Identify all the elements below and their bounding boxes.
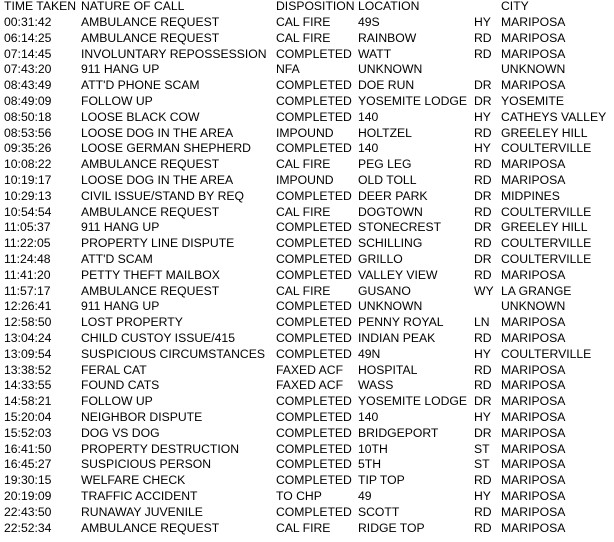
cell-disposition: CAL FIRE bbox=[276, 204, 331, 219]
cell-city: COULTERVILLE bbox=[501, 204, 592, 219]
cell-time-taken: 15:20:04 bbox=[4, 410, 52, 424]
cell-nature-of-call: FOLLOW UP bbox=[81, 94, 153, 108]
cell-location: UNKNOWN bbox=[358, 299, 423, 314]
cell-time-taken: 08:53:56 bbox=[4, 125, 52, 140]
header-nature-of-call: NATURE OF CALL bbox=[81, 0, 185, 13]
cell-location: RIDGE TOP bbox=[358, 520, 425, 535]
cell-disposition: COMPLETED bbox=[276, 188, 352, 203]
cell-location: RAINBOW bbox=[358, 30, 417, 45]
call-row bbox=[0, 378, 614, 394]
call-row bbox=[0, 31, 614, 47]
cell-location: TIP TOP bbox=[358, 473, 405, 488]
cell-street-suffix: DR bbox=[474, 220, 492, 235]
cell-location: 5TH bbox=[358, 457, 382, 472]
cell-city: MARIPOSA bbox=[501, 173, 566, 187]
cell-nature-of-call: PETTY THEFT MAILBOX bbox=[81, 267, 220, 282]
cell-nature-of-call: AMBULANCE REQUEST bbox=[81, 15, 220, 29]
header-location: LOCATION bbox=[358, 0, 420, 13]
cell-location: PENNY ROYAL bbox=[358, 315, 444, 330]
call-row bbox=[0, 331, 614, 347]
cell-city: UNKNOWN bbox=[501, 299, 566, 314]
cell-street-suffix: HY bbox=[474, 410, 491, 424]
cell-city: MARIPOSA bbox=[501, 46, 566, 61]
call-row bbox=[0, 426, 614, 442]
cell-location: STONECREST bbox=[358, 220, 442, 235]
cell-disposition: COMPLETED bbox=[276, 473, 352, 488]
call-row bbox=[0, 410, 614, 426]
cell-disposition: COMPLETED bbox=[276, 457, 352, 472]
cell-nature-of-call: TRAFFIC ACCIDENT bbox=[81, 489, 198, 503]
cell-city: MARIPOSA bbox=[501, 425, 566, 440]
call-row bbox=[0, 157, 614, 173]
cell-street-suffix: ST bbox=[474, 441, 490, 456]
cell-street-suffix: RD bbox=[474, 504, 492, 519]
cell-location: PEG LEG bbox=[358, 157, 412, 172]
header-time-taken: TIME TAKEN bbox=[4, 0, 77, 13]
call-row bbox=[0, 284, 614, 300]
cell-disposition: COMPLETED bbox=[276, 346, 352, 361]
cell-location: 140 bbox=[358, 410, 379, 424]
cell-disposition: COMPLETED bbox=[276, 220, 352, 235]
cell-time-taken: 11:24:48 bbox=[4, 252, 51, 266]
cell-city: UNKNOWN bbox=[501, 62, 566, 77]
cell-disposition: COMPLETED bbox=[276, 236, 352, 251]
cell-city: MARIPOSA bbox=[501, 457, 566, 472]
cell-nature-of-call: PROPERTY LINE DISPUTE bbox=[81, 236, 235, 251]
cell-location: DOE RUN bbox=[358, 78, 415, 93]
cell-city: MARIPOSA bbox=[501, 15, 566, 29]
cell-time-taken: 11:41:20 bbox=[4, 267, 51, 282]
cell-disposition: COMPLETED bbox=[276, 410, 352, 424]
cell-street-suffix: DR bbox=[474, 252, 492, 266]
cell-time-taken: 13:04:24 bbox=[4, 331, 52, 345]
cell-time-taken: 10:29:13 bbox=[4, 188, 52, 203]
cell-location: HOSPITAL bbox=[358, 362, 418, 377]
call-row bbox=[0, 299, 614, 315]
cell-street-suffix: HY bbox=[474, 489, 491, 503]
cell-street-suffix: RD bbox=[474, 362, 492, 377]
cell-city: GREELEY HILL bbox=[501, 220, 588, 235]
cell-disposition: COMPLETED bbox=[276, 109, 352, 124]
cell-city: MARIPOSA bbox=[501, 394, 566, 409]
cell-street-suffix: HY bbox=[474, 141, 491, 156]
cell-time-taken: 16:41:50 bbox=[4, 441, 52, 456]
cell-nature-of-call: SUSPICIOUS CIRCUMSTANCES bbox=[81, 346, 265, 361]
cell-street-suffix: RD bbox=[474, 473, 492, 488]
header-row bbox=[0, 0, 614, 15]
header-disposition: DISPOSITION bbox=[276, 0, 355, 13]
cell-location: YOSEMITE LODGE bbox=[358, 394, 468, 409]
cell-city: MARIPOSA bbox=[501, 441, 566, 456]
cell-nature-of-call: 911 HANG UP bbox=[81, 220, 160, 235]
cell-location: VALLEY VIEW bbox=[358, 267, 438, 282]
cell-city: COULTERVILLE bbox=[501, 346, 592, 361]
cell-nature-of-call: CHILD CUSTOY ISSUE/415 bbox=[81, 331, 235, 345]
cell-location: GRILLO bbox=[358, 252, 403, 266]
cell-street-suffix: RD bbox=[474, 157, 492, 172]
cell-time-taken: 00:31:42 bbox=[4, 15, 52, 29]
cell-time-taken: 08:50:18 bbox=[4, 109, 52, 124]
cell-city: COULTERVILLE bbox=[501, 141, 592, 156]
call-row bbox=[0, 363, 614, 379]
cell-street-suffix: RD bbox=[474, 46, 492, 61]
cell-location: WATT bbox=[358, 46, 392, 61]
cell-city: MARIPOSA bbox=[501, 331, 566, 345]
cell-time-taken: 19:30:15 bbox=[4, 473, 52, 488]
cell-city: LA GRANGE bbox=[501, 283, 572, 298]
call-row bbox=[0, 94, 614, 110]
cell-nature-of-call: DOG VS DOG bbox=[81, 425, 160, 440]
cell-street-suffix: HY bbox=[474, 109, 491, 124]
cell-disposition: COMPLETED bbox=[276, 141, 352, 156]
cell-street-suffix: DR bbox=[474, 425, 492, 440]
call-row bbox=[0, 457, 614, 473]
cell-location: SCOTT bbox=[358, 504, 400, 519]
cell-disposition: CAL FIRE bbox=[276, 520, 331, 535]
cell-nature-of-call: AMBULANCE REQUEST bbox=[81, 283, 220, 298]
cell-location: SCHILLING bbox=[358, 236, 423, 251]
cell-city: GREELEY HILL bbox=[501, 125, 588, 140]
cell-nature-of-call: PROPERTY DESTRUCTION bbox=[81, 441, 240, 456]
cell-nature-of-call: CIVIL ISSUE/STAND BY REQ bbox=[81, 188, 244, 203]
cell-nature-of-call: AMBULANCE REQUEST bbox=[81, 30, 220, 45]
cell-location: YOSEMITE LODGE bbox=[358, 94, 468, 108]
cell-city: MARIPOSA bbox=[501, 520, 566, 535]
cell-city: MARIPOSA bbox=[501, 504, 566, 519]
cell-nature-of-call: LOOSE DOG IN THE AREA bbox=[81, 173, 234, 187]
call-row bbox=[0, 78, 614, 94]
call-row bbox=[0, 110, 614, 126]
cell-disposition: COMPLETED bbox=[276, 504, 352, 519]
cell-nature-of-call: ATT'D PHONE SCAM bbox=[81, 78, 200, 93]
cell-nature-of-call: RUNAWAY JUVENILE bbox=[81, 504, 203, 519]
cell-nature-of-call: FERAL CAT bbox=[81, 362, 147, 377]
call-row bbox=[0, 47, 614, 63]
cell-street-suffix: HY bbox=[474, 15, 491, 29]
cell-nature-of-call: SUSPICIOUS PERSON bbox=[81, 457, 212, 472]
call-row bbox=[0, 442, 614, 458]
cell-disposition: CAL FIRE bbox=[276, 15, 331, 29]
cell-city: MARIPOSA bbox=[501, 489, 566, 503]
cell-street-suffix: RD bbox=[474, 173, 492, 187]
call-row bbox=[0, 141, 614, 157]
call-row bbox=[0, 173, 614, 189]
call-row bbox=[0, 205, 614, 221]
cell-location: OLD TOLL bbox=[358, 173, 417, 187]
cell-street-suffix: RD bbox=[474, 378, 492, 393]
cell-location: BRIDGEPORT bbox=[358, 425, 439, 440]
cell-time-taken: 22:43:50 bbox=[4, 504, 52, 519]
cell-street-suffix: RD bbox=[474, 520, 492, 535]
cell-disposition: FAXED ACF bbox=[276, 378, 344, 393]
cell-street-suffix: RD bbox=[474, 267, 492, 282]
cell-location: UNKNOWN bbox=[358, 62, 423, 77]
cell-nature-of-call: LOST PROPERTY bbox=[81, 315, 183, 330]
cell-nature-of-call: WELFARE CHECK bbox=[81, 473, 186, 488]
cell-location: 49S bbox=[358, 15, 380, 29]
cell-time-taken: 10:08:22 bbox=[4, 157, 52, 172]
cell-nature-of-call: LOOSE BLACK COW bbox=[81, 109, 200, 124]
cell-time-taken: 11:05:37 bbox=[4, 220, 51, 235]
cell-disposition: FAXED ACF bbox=[276, 362, 344, 377]
call-row bbox=[0, 505, 614, 521]
cell-disposition: IMPOUND bbox=[276, 173, 334, 187]
cell-disposition: COMPLETED bbox=[276, 425, 352, 440]
cell-time-taken: 12:26:41 bbox=[4, 299, 52, 314]
cell-nature-of-call: NEIGHBOR DISPUTE bbox=[81, 410, 203, 424]
cell-city: YOSEMITE bbox=[501, 94, 564, 108]
cell-time-taken: 08:49:09 bbox=[4, 94, 52, 108]
cell-disposition: IMPOUND bbox=[276, 125, 334, 140]
cell-nature-of-call: LOOSE GERMAN SHEPHERD bbox=[81, 141, 251, 156]
cell-street-suffix: DR bbox=[474, 78, 492, 93]
cell-city: COULTERVILLE bbox=[501, 252, 592, 266]
cell-street-suffix: HY bbox=[474, 346, 491, 361]
cell-time-taken: 10:54:54 bbox=[4, 204, 52, 219]
header-city: CITY bbox=[501, 0, 529, 13]
cell-location: 140 bbox=[358, 141, 379, 156]
call-row bbox=[0, 394, 614, 410]
cell-nature-of-call: AMBULANCE REQUEST bbox=[81, 157, 220, 172]
cell-disposition: COMPLETED bbox=[276, 94, 352, 108]
cell-disposition: CAL FIRE bbox=[276, 157, 331, 172]
cell-location: 10TH bbox=[358, 441, 388, 456]
cell-city: MARIPOSA bbox=[501, 315, 566, 330]
cell-street-suffix: RD bbox=[474, 30, 492, 45]
cell-nature-of-call: LOOSE DOG IN THE AREA bbox=[81, 125, 234, 140]
cell-disposition: COMPLETED bbox=[276, 299, 352, 314]
cell-city: MARIPOSA bbox=[501, 267, 566, 282]
cell-street-suffix: DR bbox=[474, 94, 492, 108]
cell-nature-of-call: 911 HANG UP bbox=[81, 299, 160, 314]
cell-time-taken: 07:43:20 bbox=[4, 62, 52, 77]
cell-time-taken: 07:14:45 bbox=[4, 46, 52, 61]
cell-street-suffix: DR bbox=[474, 394, 492, 409]
call-row bbox=[0, 347, 614, 363]
cell-time-taken: 11:57:17 bbox=[4, 283, 51, 298]
cell-city: MARIPOSA bbox=[501, 78, 566, 93]
cell-city: MARIPOSA bbox=[501, 362, 566, 377]
cell-location: HOLTZEL bbox=[358, 125, 412, 140]
cell-disposition: COMPLETED bbox=[276, 441, 352, 456]
cell-city: MARIPOSA bbox=[501, 410, 566, 424]
call-row bbox=[0, 252, 614, 268]
cell-time-taken: 11:22:05 bbox=[4, 236, 51, 251]
cell-time-taken: 06:14:25 bbox=[4, 30, 52, 45]
cell-disposition: COMPLETED bbox=[276, 267, 352, 282]
call-row bbox=[0, 489, 614, 505]
call-row bbox=[0, 236, 614, 252]
cell-location: INDIAN PEAK bbox=[358, 331, 436, 345]
cell-nature-of-call: ATT'D SCAM bbox=[81, 252, 153, 266]
call-row bbox=[0, 189, 614, 205]
cell-time-taken: 13:09:54 bbox=[4, 346, 52, 361]
cell-time-taken: 14:33:55 bbox=[4, 378, 52, 393]
cell-time-taken: 09:35:26 bbox=[4, 141, 52, 156]
cell-city: MARIPOSA bbox=[501, 30, 566, 45]
cell-city: MIDPINES bbox=[501, 188, 560, 203]
cell-street-suffix: RD bbox=[474, 204, 492, 219]
cell-disposition: COMPLETED bbox=[276, 331, 352, 345]
cell-city: MARIPOSA bbox=[501, 157, 566, 172]
cell-city: CATHEYS VALLEY bbox=[501, 109, 607, 124]
cell-nature-of-call: AMBULANCE REQUEST bbox=[81, 204, 220, 219]
cell-location: DEER PARK bbox=[358, 188, 428, 203]
cell-disposition: COMPLETED bbox=[276, 315, 352, 330]
cell-time-taken: 15:52:03 bbox=[4, 425, 52, 440]
cell-disposition: TO CHP bbox=[276, 489, 322, 503]
call-row bbox=[0, 62, 614, 78]
call-row bbox=[0, 473, 614, 489]
cell-location: GUSANO bbox=[358, 283, 411, 298]
cell-disposition: COMPLETED bbox=[276, 252, 352, 266]
cell-street-suffix: RD bbox=[474, 331, 492, 345]
cell-nature-of-call: FOLLOW UP bbox=[81, 394, 153, 409]
cell-disposition: COMPLETED bbox=[276, 394, 352, 409]
cell-disposition: NFA bbox=[276, 62, 300, 77]
cell-location: 49 bbox=[358, 489, 372, 503]
cell-city: MARIPOSA bbox=[501, 378, 566, 393]
cell-disposition: CAL FIRE bbox=[276, 30, 331, 45]
cell-street-suffix: ST bbox=[474, 457, 490, 472]
cell-time-taken: 20:19:09 bbox=[4, 489, 52, 503]
cell-time-taken: 08:43:49 bbox=[4, 78, 52, 93]
cell-time-taken: 14:58:21 bbox=[4, 394, 52, 409]
call-row bbox=[0, 126, 614, 142]
call-row bbox=[0, 15, 614, 31]
cell-street-suffix: WY bbox=[474, 283, 494, 298]
cell-location: 49N bbox=[358, 346, 381, 361]
cell-location: 140 bbox=[358, 109, 379, 124]
cell-time-taken: 12:58:50 bbox=[4, 315, 52, 330]
cell-nature-of-call: AMBULANCE REQUEST bbox=[81, 520, 220, 535]
cell-disposition: CAL FIRE bbox=[276, 283, 331, 298]
cell-nature-of-call: FOUND CATS bbox=[81, 378, 160, 393]
cell-disposition: COMPLETED bbox=[276, 46, 352, 61]
call-row bbox=[0, 220, 614, 236]
cell-time-taken: 10:19:17 bbox=[4, 173, 52, 187]
cell-nature-of-call: 911 HANG UP bbox=[81, 62, 160, 77]
cell-city: COULTERVILLE bbox=[501, 236, 592, 251]
cell-time-taken: 22:52:34 bbox=[4, 520, 52, 535]
cell-city: MARIPOSA bbox=[501, 473, 566, 488]
cell-time-taken: 16:45:27 bbox=[4, 457, 52, 472]
cell-time-taken: 13:38:52 bbox=[4, 362, 52, 377]
cell-street-suffix: LN bbox=[474, 315, 490, 330]
cell-location: WASS bbox=[358, 378, 394, 393]
cell-street-suffix: RD bbox=[474, 236, 492, 251]
cell-location: DOGTOWN bbox=[358, 204, 423, 219]
cell-street-suffix: DR bbox=[474, 188, 492, 203]
call-row bbox=[0, 268, 614, 284]
call-row bbox=[0, 521, 614, 537]
cell-street-suffix: RD bbox=[474, 125, 492, 140]
cell-disposition: COMPLETED bbox=[276, 78, 352, 93]
cell-nature-of-call: INVOLUNTARY REPOSSESSION bbox=[81, 46, 267, 61]
call-row bbox=[0, 315, 614, 331]
